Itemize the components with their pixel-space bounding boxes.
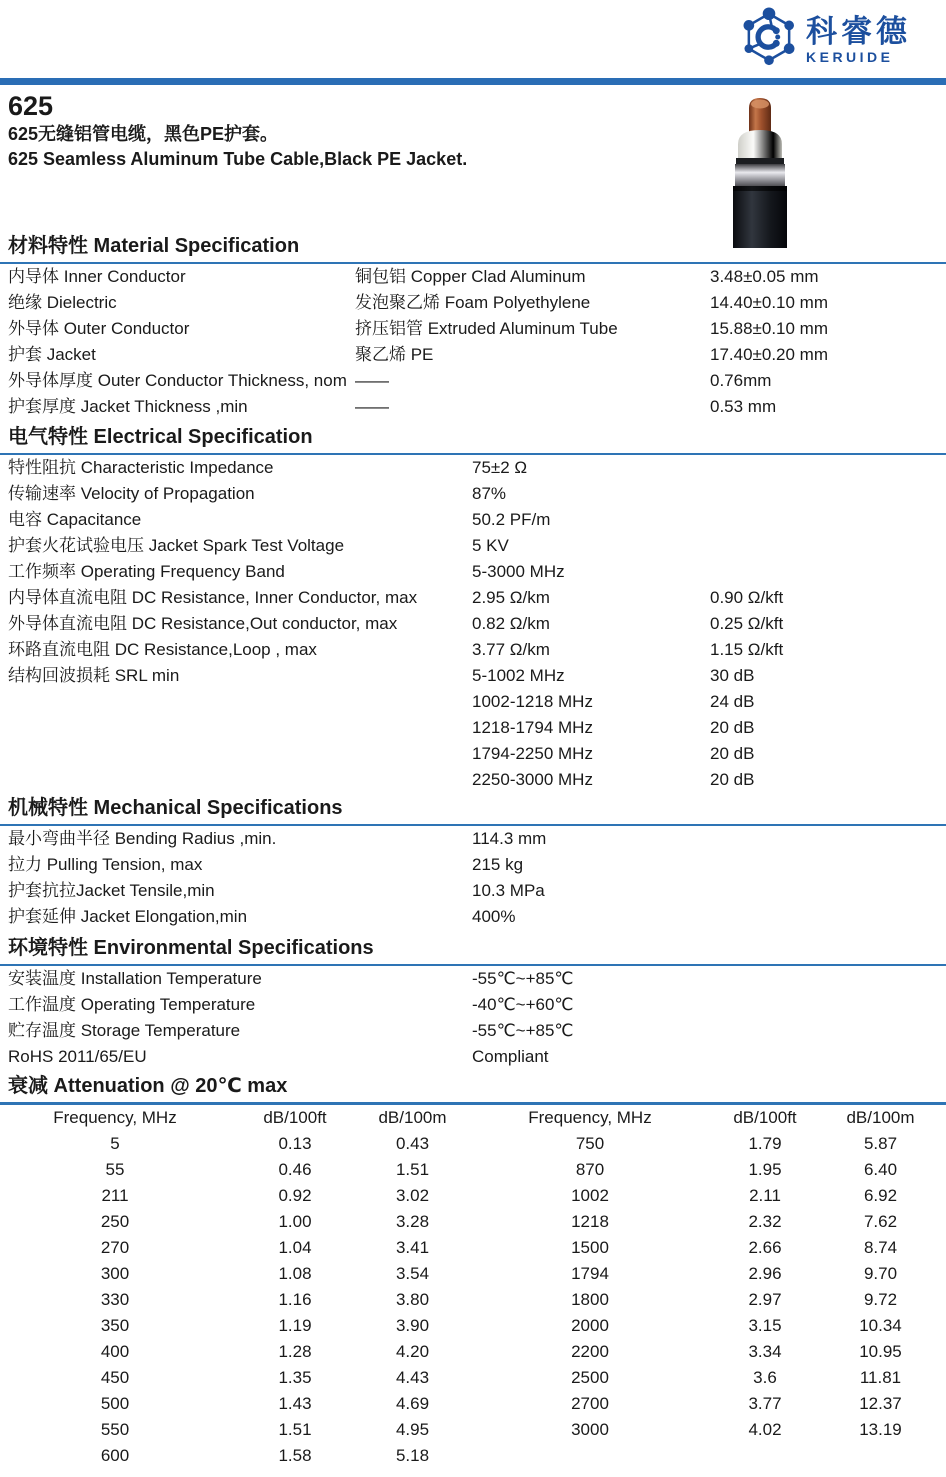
section-heading-material: 材料特性 Material Specification [0, 231, 946, 264]
mechanical-table [0, 826, 946, 930]
table-cell: 1.79 [748, 1134, 782, 1153]
table-cell: 270 [100, 1238, 130, 1257]
table-cell: 2250-3000 MHz [472, 770, 593, 789]
table-cell: 550 [100, 1420, 130, 1439]
table-cell: 3.34 [748, 1342, 782, 1361]
table-cell: 环路直流电阻 DC Resistance,Loop , max [8, 640, 317, 659]
table-cell: 2000 [571, 1316, 609, 1335]
table-cell: 2.96 [748, 1264, 782, 1283]
table-row [8, 992, 946, 1018]
column-header-frequency-left: Frequency, MHz [53, 1108, 177, 1127]
table-cell: 10.34 [859, 1316, 902, 1335]
table-cell: 330 [100, 1290, 130, 1309]
table-cell: 特性阻抗 Characteristic Impedance [8, 458, 274, 477]
table-cell: 5 KV [472, 536, 509, 555]
table-cell: 0.92 [278, 1186, 312, 1205]
table-row [8, 966, 946, 992]
table-cell: 传输速率 Velocity of Propagation [8, 484, 255, 503]
table-cell: 最小弯曲半径 Bending Radius ,min. [8, 829, 277, 848]
table-cell: 2.32 [748, 1212, 782, 1231]
table-row [8, 1018, 946, 1044]
table-cell: 内导体 Inner Conductor [8, 267, 186, 286]
table-cell: 1.35 [278, 1368, 312, 1387]
table-cell: 1.08 [278, 1264, 312, 1283]
table-row [8, 368, 946, 394]
table-cell: 24 dB [710, 692, 755, 711]
section-heading-environmental: 环境特性 Environmental Specifications [0, 933, 946, 966]
product-subtitle-english: 625 Seamless Aluminum Tube Cable,Black PE Jacket. [8, 149, 468, 169]
environmental-table [0, 966, 946, 1070]
table-cell: 聚乙烯 PE [355, 345, 434, 364]
table-cell: 9.72 [863, 1290, 898, 1309]
table-cell: 1.51 [278, 1420, 312, 1439]
table-cell: 600 [100, 1446, 130, 1465]
table-cell: 400 [100, 1342, 130, 1361]
table-cell: 铜包铝 Copper Clad Aluminum [355, 267, 586, 286]
table-cell: 5-3000 MHz [472, 562, 565, 581]
section-material-specification [0, 231, 946, 420]
table-cell: 500 [100, 1394, 130, 1413]
table-row [8, 852, 946, 878]
table-cell: 贮存温度 Storage Temperature [8, 1021, 241, 1040]
table-row [0, 1417, 946, 1443]
table-row [8, 507, 946, 533]
table-cell: 6.40 [863, 1160, 898, 1179]
table-cell: 8.74 [863, 1238, 898, 1257]
table-cell: 870 [575, 1160, 605, 1179]
table-cell: 护套火花试验电压 Jacket Spark Test Voltage [8, 536, 345, 555]
table-row [8, 342, 946, 368]
table-cell: -55℃~+85℃ [472, 969, 574, 988]
table-cell: 拉力 Pulling Tension, max [8, 855, 203, 874]
table-cell: 2.66 [748, 1238, 782, 1257]
table-row [0, 1157, 946, 1183]
table-cell: 3.28 [395, 1212, 430, 1231]
table-cell [710, 481, 946, 507]
table-cell: 0.90 Ω/kft [710, 588, 784, 607]
table-cell: 4.43 [395, 1368, 430, 1387]
table-cell: 350 [100, 1316, 130, 1335]
table-row [8, 904, 946, 930]
table-cell: 1002 [571, 1186, 609, 1205]
table-cell: 450 [100, 1368, 130, 1387]
table-cell: 75±2 Ω [472, 458, 528, 477]
table-cell: 1.95 [748, 1160, 782, 1179]
table-cell: 工作温度 Operating Temperature [8, 995, 256, 1014]
table-cell: 3.77 Ω/km [472, 640, 550, 659]
table-cell: 4.69 [395, 1394, 430, 1413]
table-row [0, 1287, 946, 1313]
table-cell: 1218-1794 MHz [472, 718, 593, 737]
column-header-frequency-right: Frequency, MHz [528, 1108, 652, 1127]
table-cell [8, 741, 472, 767]
table-cell: 工作频率 Operating Frequency Band [8, 562, 285, 581]
section-mechanical-specifications [0, 793, 946, 930]
table-row [0, 1313, 946, 1339]
table-cell [710, 533, 946, 559]
table-cell: 20 dB [710, 770, 755, 789]
section-heading-electrical: 电气特性 Electrical Specification [0, 422, 946, 455]
table-cell: 4.02 [748, 1420, 782, 1439]
table-cell [465, 1443, 715, 1469]
table-cell: 2.11 [749, 1186, 781, 1205]
table-cell: 2.97 [748, 1290, 782, 1309]
table-cell: 1.43 [278, 1394, 312, 1413]
table-cell: 1.00 [278, 1212, 312, 1231]
table-cell: 5.18 [395, 1446, 430, 1465]
table-row [8, 767, 946, 793]
table-cell: Compliant [472, 1047, 549, 1066]
table-cell: 114.3 mm [472, 829, 547, 848]
cable-cross-section-image [728, 96, 792, 250]
table-cell: 211 [101, 1186, 129, 1205]
table-cell: 1.58 [278, 1446, 312, 1465]
table-cell: 50.2 PF/m [472, 510, 551, 529]
table-cell: 5-1002 MHz [472, 666, 565, 685]
table-cell: 2.95 Ω/km [472, 588, 550, 607]
table-cell: 15.88±0.10 mm [710, 319, 829, 338]
table-row [0, 1391, 946, 1417]
hexagon-molecule-icon [738, 5, 800, 74]
table-cell [710, 559, 946, 585]
title-block [8, 90, 467, 172]
table-cell: —— [355, 371, 389, 390]
table-row [8, 290, 946, 316]
table-cell: -55℃~+85℃ [472, 1021, 574, 1040]
table-cell: 20 dB [710, 718, 755, 737]
column-header-db100ft-left: dB/100ft [263, 1108, 327, 1127]
column-header-db100m-left: dB/100m [378, 1108, 447, 1127]
table-cell: 1.04 [278, 1238, 312, 1257]
table-row [8, 533, 946, 559]
table-row [0, 1339, 946, 1365]
table-cell: 5.87 [863, 1134, 898, 1153]
table-cell [8, 689, 472, 715]
table-row [0, 1261, 946, 1287]
table-cell: 20 dB [710, 744, 755, 763]
electrical-table [0, 455, 946, 793]
table-cell: 3.54 [395, 1264, 430, 1283]
table-cell: 3000 [571, 1420, 609, 1439]
table-cell: 2500 [571, 1368, 609, 1387]
table-row [8, 264, 946, 290]
table-cell [815, 1443, 946, 1469]
table-cell: 30 dB [710, 666, 755, 685]
table-cell: —— [355, 397, 389, 416]
table-cell: 7.62 [863, 1212, 898, 1231]
attenuation-header-row [0, 1105, 946, 1131]
table-cell: 10.95 [859, 1342, 902, 1361]
table-cell: 87% [472, 484, 507, 503]
table-cell: 外导体厚度 Outer Conductor Thickness, nom [8, 371, 347, 390]
table-cell: 0.13 [278, 1134, 312, 1153]
table-cell: 1500 [571, 1238, 609, 1257]
table-cell: 3.80 [395, 1290, 430, 1309]
table-row [0, 1365, 946, 1391]
table-cell: 400% [472, 907, 516, 926]
table-row [0, 1443, 946, 1469]
table-cell: 护套延伸 Jacket Elongation,min [8, 907, 248, 926]
table-row [8, 481, 946, 507]
table-cell: 0.76mm [710, 371, 772, 390]
table-row [8, 878, 946, 904]
table-cell: 17.40±0.20 mm [710, 345, 829, 364]
product-subtitle-chinese: 625无缝铝管电缆，黑色PE护套。 [8, 124, 279, 144]
table-cell: 12.37 [859, 1394, 902, 1413]
table-cell: 结构回波损耗 SRL min [8, 666, 180, 685]
table-cell: -40℃~+60℃ [472, 995, 574, 1014]
table-cell: 3.6 [753, 1368, 777, 1387]
table-cell: 1218 [571, 1212, 609, 1231]
table-cell: 安装温度 Installation Temperature [8, 969, 262, 988]
table-cell: 3.41 [395, 1238, 430, 1257]
table-cell: 3.48±0.05 mm [710, 267, 819, 286]
table-cell: 1794-2250 MHz [472, 744, 593, 763]
table-row [8, 611, 946, 637]
table-cell: 挤压铝管 Extruded Aluminum Tube [355, 319, 618, 338]
table-cell: 6.92 [863, 1186, 898, 1205]
table-cell: 215 kg [472, 855, 524, 874]
table-cell: 750 [575, 1134, 605, 1153]
table-cell: 3.02 [395, 1186, 430, 1205]
table-cell: 外导体 Outer Conductor [8, 319, 190, 338]
table-row [8, 585, 946, 611]
brand-name-chinese: 科睿德 [806, 13, 911, 49]
table-cell: 发泡聚乙烯 Foam Polyethylene [355, 293, 591, 312]
table-cell: 1.15 Ω/kft [710, 640, 784, 659]
table-cell: 4.95 [395, 1420, 430, 1439]
table-cell: 300 [100, 1264, 130, 1283]
table-cell [715, 1443, 815, 1469]
column-header-db100ft-right: dB/100ft [733, 1108, 797, 1127]
section-heading-attenuation: 衰减 Attenuation @ 20℃ max [0, 1071, 946, 1105]
table-cell: 10.3 MPa [472, 881, 545, 900]
table-row [8, 1044, 946, 1070]
section-attenuation [0, 1071, 946, 1469]
table-row [8, 455, 946, 481]
table-cell: 1.16 [278, 1290, 312, 1309]
table-cell: 250 [100, 1212, 130, 1231]
table-cell: RoHS 2011/65/EU [8, 1047, 147, 1066]
table-cell: 2200 [571, 1342, 609, 1361]
table-cell: 护套 Jacket [8, 345, 96, 364]
table-cell: 护套厚度 Jacket Thickness ,min [8, 397, 248, 416]
product-model: 625 [8, 91, 54, 121]
section-electrical-specification [0, 422, 946, 793]
table-cell [710, 455, 946, 481]
table-row [8, 689, 946, 715]
column-header-db100m-right: dB/100m [846, 1108, 915, 1127]
table-cell: 1.28 [278, 1342, 312, 1361]
table-row [0, 1131, 946, 1157]
table-cell: 3.15 [748, 1316, 782, 1335]
section-heading-mechanical: 机械特性 Mechanical Specifications [0, 793, 946, 826]
table-row [8, 826, 946, 852]
table-cell: 9.70 [863, 1264, 898, 1283]
table-cell [8, 715, 472, 741]
attenuation-table [0, 1131, 946, 1469]
table-cell [8, 767, 472, 793]
table-cell: 4.20 [395, 1342, 430, 1361]
table-cell: 1794 [571, 1264, 609, 1283]
table-row [0, 1235, 946, 1261]
table-row [8, 637, 946, 663]
material-table [0, 264, 946, 420]
table-cell [710, 507, 946, 533]
table-cell: 1800 [571, 1290, 609, 1309]
table-row [8, 394, 946, 420]
table-row [8, 741, 946, 767]
brand-name-english: KERUIDE [806, 48, 894, 65]
table-cell: 13.19 [859, 1420, 902, 1439]
table-cell: 护套抗拉Jacket Tensile,min [8, 881, 215, 900]
table-cell: 绝缘 Dielectric [8, 293, 117, 312]
table-row [8, 559, 946, 585]
header-divider-bar [0, 78, 946, 85]
table-cell: 0.25 Ω/kft [710, 614, 784, 633]
table-row [8, 316, 946, 342]
table-cell: 0.43 [395, 1134, 430, 1153]
table-cell: 14.40±0.10 mm [710, 293, 829, 312]
table-row [0, 1209, 946, 1235]
brand-text [806, 13, 911, 65]
table-cell: 内导体直流电阻 DC Resistance, Inner Conductor, max [8, 588, 418, 607]
table-cell: 3.77 [748, 1394, 782, 1413]
table-cell: 5 [110, 1134, 120, 1153]
table-cell: 0.46 [278, 1160, 312, 1179]
table-cell: 55 [105, 1160, 125, 1179]
table-cell: 外导体直流电阻 DC Resistance,Out conductor, max [8, 614, 398, 633]
table-cell: 0.82 Ω/km [472, 614, 550, 633]
table-cell: 11.81 [859, 1368, 902, 1387]
brand-logo [738, 5, 911, 74]
table-cell: 1.51 [395, 1160, 430, 1179]
table-row [8, 715, 946, 741]
table-cell: 1.19 [278, 1316, 312, 1335]
table-cell: 2700 [571, 1394, 609, 1413]
section-environmental-specifications [0, 933, 946, 1070]
table-cell: 电容 Capacitance [8, 510, 142, 529]
table-cell: 3.90 [395, 1316, 430, 1335]
table-row [8, 663, 946, 689]
table-cell: 0.53 mm [710, 397, 777, 416]
table-row [0, 1183, 946, 1209]
table-cell: 1002-1218 MHz [472, 692, 593, 711]
